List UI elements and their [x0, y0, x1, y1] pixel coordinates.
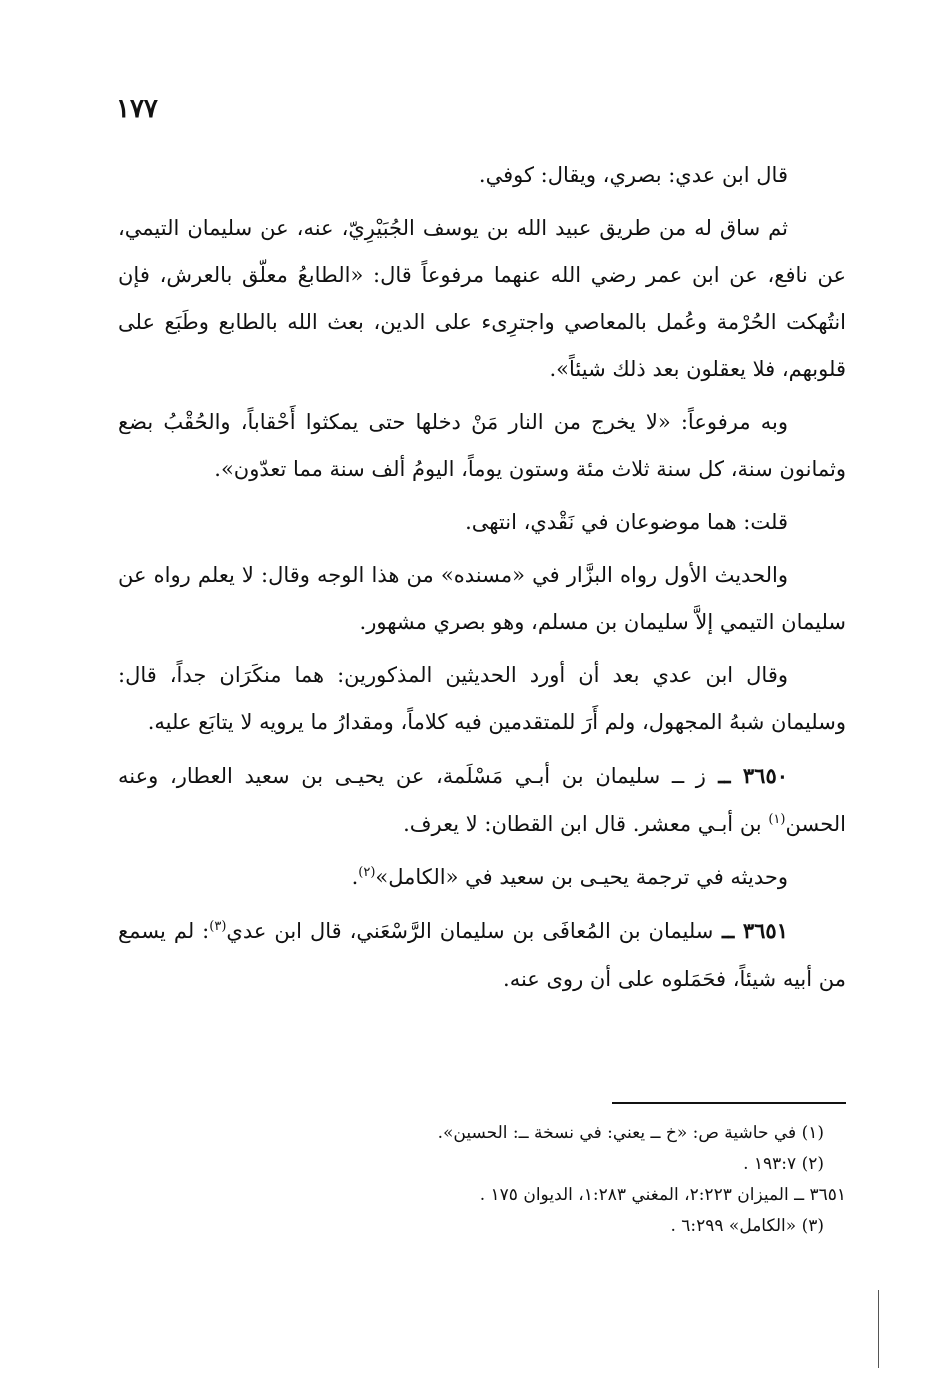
entry-text-a: ز ــ سليمان بن أبـي مَسْلَمة، عن يحيـى بن سعيد العطار، وعنه الحسن — [118, 764, 846, 836]
footnote-ref: (٣) — [209, 919, 227, 934]
footnote: (٢) ١٩٣:٧ . — [743, 1154, 824, 1174]
paragraph — [118, 854, 846, 901]
footnote: (٣) «الكامل» ٦:٢٩٩ . — [670, 1216, 824, 1236]
paragraph: ثم ساق له من طريق عبيد الله بن يوسف الجُبَيْرِيّ، عنه، عن سليمان التيمي، عن نافع، عن ابن عمر رضي الله عنهما مرفوعاً قال: «الطابعُ معلّق بالعرش، فإن انتُهكت الحُرْمة وعُمل بالمعاصي واجترِىء على الدين، بعث الله بالطابع وطَبَع على قلوبهم، فلا يعقلون بعد ذلك شيئاً». — [118, 216, 846, 381]
paragraph-text: وحديثه في ترجمة يحيـى بن سعيد في «الكامل» — [375, 865, 788, 889]
paragraph: قال ابن عدي: بصري، ويقال: كوفي. — [478, 163, 788, 187]
paragraph: والحديث الأول رواه البزَّار في «مسنده» من هذا الوجه وقال: لا يعلم رواه عن سليمان التيمي إلاَّ سليمان بن مسلم، وهو بصري مشهور. — [118, 563, 846, 634]
footnote: (١) في حاشية ص: «خ ــ يعني: في نسخة ــ: الحسين». — [437, 1123, 824, 1143]
paragraph: وبه مرفوعاً: «لا يخرج من النار مَنْ دخلها حتى يمكثوا أَحْقاباً، والحُقْبُ بضع وثمانون سنة، كل سنة ثلاث مئة وستون يوماً، اليومُ ألف سنة مما تعدّون». — [118, 410, 846, 481]
entry-text-b: : لم يسمع من أبيه شيئاً، فحَمَلوه على أن روى عنه. — [118, 919, 846, 991]
footnote-source: ٣٦٥١ ــ الميزان ٢:٢٢٣، المغني ١:٢٨٣، الديوان ١٧٥ . — [479, 1185, 846, 1205]
footnote-separator — [612, 1102, 846, 1104]
entry-number: ٣٦٥١ ــ — [721, 918, 788, 943]
entry-text-b: بن أبـي معشر. قال ابن القطان: لا يعرف. — [403, 812, 762, 836]
footnote-ref: (١) — [768, 812, 786, 827]
entry-3651 — [118, 907, 846, 1003]
page-number: ١٧٧ — [116, 94, 158, 124]
paragraph: قلت: هما موضوعان في نَقْدي، انتهى. — [465, 510, 788, 534]
entry-text-a: سليمان بن المُعافَى بن سليمان الرَّسْعَني، قال ابن عدي — [226, 919, 714, 943]
margin-line — [878, 1290, 879, 1368]
footnotes — [118, 1118, 846, 1242]
entry-number: ٣٦٥٠ ــ — [718, 763, 789, 788]
paragraph-end: . — [351, 865, 359, 889]
main-text — [118, 152, 846, 1009]
entry-3650 — [118, 752, 846, 848]
footnote-ref: (٢) — [358, 865, 376, 880]
paragraph: وقال ابن عدي بعد أن أورد الحديثين المذكورين: هما منكَرَان جداً، قال: وسليمان شبهُ المجهول، ولم أَرَ للمتقدمين فيه كلاماً، ومقدارُ ما يرويه لا يتابَع عليه. — [118, 663, 846, 734]
